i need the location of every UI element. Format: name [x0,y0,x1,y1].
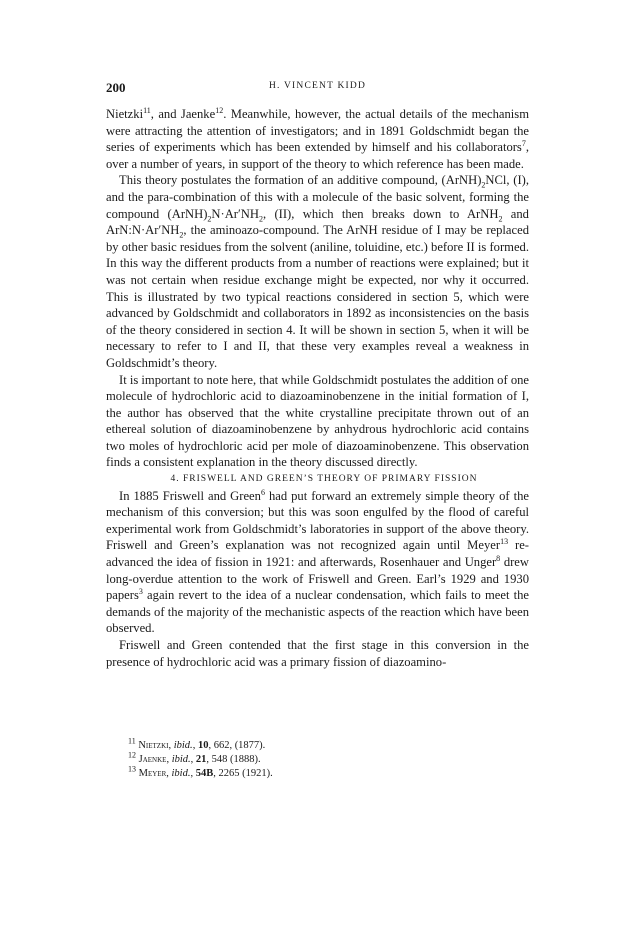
page-number: 200 [106,80,126,95]
citation-ref: 11 [143,105,151,115]
citation-ref: 13 [500,537,509,547]
citation-ref: 12 [215,105,224,115]
paragraph-2: This theory postulates the formation of an additive compound, $(ArNH)_2NCl$, (I), and the para-combination of this with a molecule of the basic solvent, forming the compound $(ArNH)_2N\cdot Ar'NH_2$, (II), which then breaks down to ArNH$_2$ and $ArN:N\cdot Ar'NH_2$, the aminoazo-compound. The ArNH residue of I may be replaced by other basic residues from the solvent (aniline, toluidine, etc.) before II is formed. In this way the different products from a number of reactions were explained; but it was not certain when residue exchange might be expected, nor why it occurred. This is illustrated by two typical reactions considered in section 5, which were advanced by Goldschmidt and collaborators in 1892 as inconsistencies on the basis of the theory considered in section 4. It will be shown in section 5, when it will be necessary to refer to I and II, that these very examples reveal a weakness in Goldschmidt’s theory. [106,173,529,370]
body-text [106,106,529,670]
paragraph-1: Nietzki$^{11}$, and Jaenke$^{12}$. Meanwhile, however, the actual details of the mechanism were attracting the attention of investigators; and in 1891 Goldschmidt began the series of experiments which has been extended by himself and his collaborators$^7$, over a number of years, in support of the theory to which reference has been made. [106,105,529,171]
citation-ref: 8 [496,553,501,563]
footnote: $^{13}$ Meyer, ibid., 54B, 2265 (1921). [128,764,273,779]
paragraph-3: It is important to note here, that while Goldschmidt postulates the addition of one molecule of hydrochloric acid to diazoaminobenzene in the initial formation of I, the author has observed that the white crystalline precipitate thrown out of an ethereal solution of diazoaminobenzene by anhydrous hydrochloric acid contains two moles of hydrochloric acid per mole of diazoaminobenzene. This observation finds a consistent explanation in the theory discussed directly. [106,372,529,470]
paragraph-4: In 1885 Friswell and Green$^6$ had put forward an extremely simple theory of the mechanism of this conversion; but this was soon engulfed by the flood of careful experimental work from Goldschmidt’s laboratories in support of the above theory. Friswell and Green’s explanation was not recognized again until Meyer$^{13}$ re-advanced the idea of fission in 1921: and afterwards, Rosenhauer and Unger$^8$ drew long-overdue attention to the work of Friswell and Green. Earl’s 1929 and 1930 papers$^3$ again revert to the idea of a nuclear condensation, which fails to meet the demands of the majority of the mechanistic aspects of the reaction which have been observed. [106,487,529,636]
citation-ref: 6 [260,487,265,497]
citation-ref: 7 [521,139,526,148]
page-header [106,80,529,96]
footnotes [128,736,528,781]
footnote: $^{12}$ Jaenke, ibid., 21, 548 (1888). [128,750,261,765]
citation-ref: 3 [138,587,143,597]
paragraph-5: Friswell and Green contended that the first stage in this conversion in the presence of hydrochloric acid was a primary fission of diazoamino- [106,638,529,669]
section-heading: 4. FRISWELL AND GREEN’S THEORY OF PRIMARY FISSION [170,474,478,485]
footnote: $^{11}$ Nietzki, ibid., 10, 662, (1877). [128,736,266,751]
running-head: H. VINCENT KIDD [268,81,367,91]
